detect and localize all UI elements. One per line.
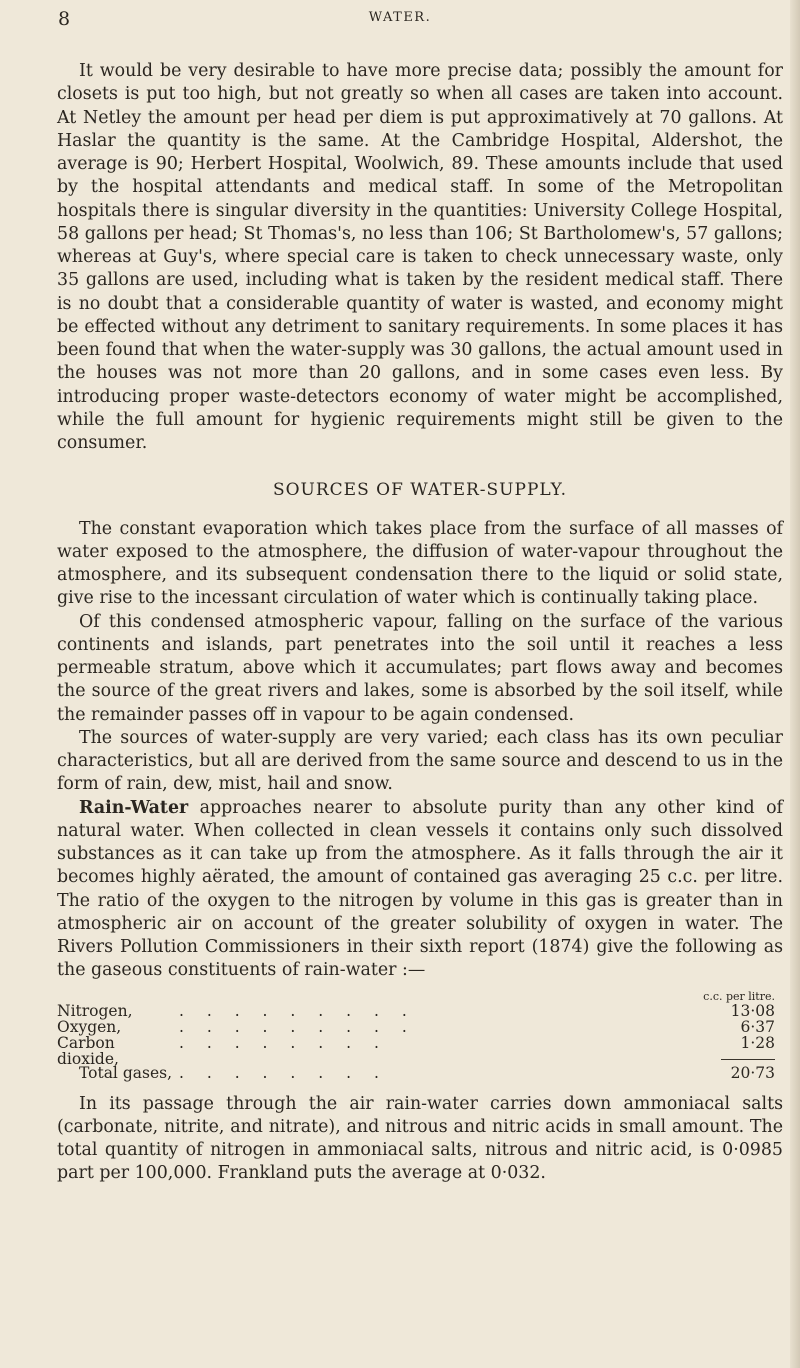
body-text bbox=[57, 60, 783, 1186]
gas-value: 6·37 bbox=[740, 1017, 775, 1036]
gas-total-row bbox=[57, 1065, 783, 1085]
paragraph: In its passage through the air rain-water carries down ammoniacal salts (carbonate, nitrite, and nitrate), and nitrous and nitric acids in small amount. The total quantity of nitrogen in ammoniacal salts, nitrous and nitric acid, is 0·0985 part per 100,000. Frankland puts the average at 0·032. bbox=[57, 1093, 783, 1184]
gas-row bbox=[57, 1003, 783, 1019]
gas-total-label: Total gases, bbox=[79, 1063, 172, 1082]
leader-dots: . . . . . . . . bbox=[179, 1034, 388, 1051]
gas-name: Oxygen, bbox=[57, 1017, 122, 1036]
gas-value: 1·28 bbox=[740, 1033, 775, 1052]
gas-table bbox=[57, 989, 783, 1085]
paragraph: The sources of water-supply are very varied; each class has its own peculiar characteristics, but all are derived from the same source and descend to us in the form of rain, dew, mist, hail and snow. bbox=[57, 727, 783, 795]
paragraph: The constant evaporation which takes place from the surface of all masses of water exposed to the atmosphere, the diffusion of water-vapour throughout the atmosphere, and its subsequent condensation there to the liquid or solid state, give rise to the incessant circulation of water which is continually taking place. bbox=[57, 518, 783, 609]
gas-row bbox=[57, 1019, 783, 1035]
paragraph: It would be very desirable to have more precise data; possibly the amount for closets is put too high, but not greatly so when all cases are taken into account. At Netley the amount per head per diem is put approximatively at 70 gallons. At Haslar the quantity is the same. At the Cambridge Hospital, Aldershot, the average is 90; Herbert Hospital, Woolwich, 89. These amounts include that used by the hospital attendants and medical staff. In some of the Metropolitan hospitals there is singular diversity in the quantities: University College Hospital, 58 gallons per head; St Thomas's, no less than 106; St Bartholomew's, 57 gallons; whereas at Guy's, where special care is taken to check unnecessary waste, only 35 gallons are used, including what is taken by the resident medical staff. There is no doubt that a considerable quantity of water is wasted, and economy might be effected without any detriment to sanitary requirements. In some places it has been found that when the water-supply was 30 gallons, the actual amount used in the houses was not more than 20 gallons, and in some cases even less. By introducing proper waste-detectors economy of water might be accomplished, while the full amount for hygienic requirements might still be given to the consumer. bbox=[57, 61, 783, 453]
section-heading: SOURCES OF WATER-SUPPLY. bbox=[272, 480, 568, 501]
gas-total-value: 20·73 bbox=[730, 1063, 775, 1082]
page-header bbox=[0, 8, 800, 32]
page-number: 8 bbox=[58, 8, 71, 30]
paragraph: Of this condensed atmospheric vapour, falling on the surface of the various continents and islands, part penetrates into the soil until it reaches a less permeable stratum, above which it accumulates; part flows away and becomes the source of the great rivers and lakes, some is absorbed by the soil itself, while the remainder passes off in vapour to be again condensed. bbox=[57, 611, 783, 725]
gas-name: Carbon dioxide, bbox=[57, 1033, 119, 1068]
sum-rule bbox=[721, 1059, 775, 1060]
page-edge bbox=[790, 0, 800, 1368]
run-in-heading: Rain-Water bbox=[79, 797, 189, 818]
gas-name: Nitrogen, bbox=[57, 1001, 133, 1020]
gas-row bbox=[57, 1033, 783, 1068]
leader-dots: . . . . . . . . . bbox=[179, 1002, 416, 1019]
gas-table-unit: c.c. per litre. bbox=[703, 989, 775, 1003]
running-head: WATER. bbox=[368, 10, 432, 25]
paragraph-rain-water bbox=[57, 797, 783, 983]
paragraph-text: approaches nearer to absolute purity than any other kind of natural water. When collected in clean vessels it contains only such dissolved substances as it can take up from the atmosphere. As it falls through the air it becomes highly aërated, the amount of contained gas averaging 25 c.c. per litre. The ratio of the oxygen to the nitrogen by volume in this gas is greater than in atmospheric air on account of the greater solubility of oxygen in water. The Rivers Pollution Commissioners in their sixth report (1874) give the following as the gaseous constituents of rain-water :— bbox=[57, 797, 783, 981]
gas-value: 13·08 bbox=[730, 1001, 775, 1020]
leader-dots: . . . . . . . . . bbox=[179, 1018, 416, 1035]
leader-dots: . . . . . . . . bbox=[179, 1064, 388, 1082]
